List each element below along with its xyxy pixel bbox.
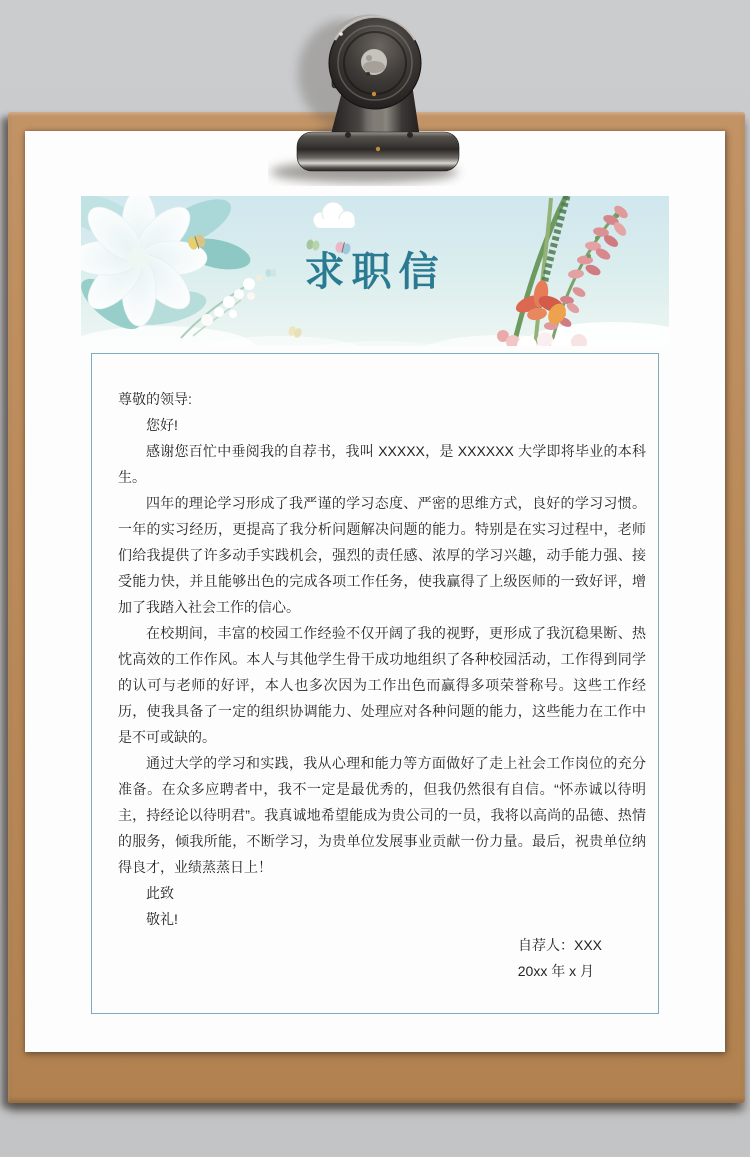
binder-clip (268, 14, 480, 186)
paragraph: 在校期间，丰富的校园工作经验不仅开阔了我的视野，更形成了我沉稳果断、热忱高效的工作作风。本人与其他学生骨干成功地组织了各种校园活动，工作得到同学的认可与老师的好评，本人也多次因为工作出色而赢得多项荣誉称号。这些工作经历，使我具备了一定的组织协调能力、处理应对各种问题的能力，这些能力在工作中是不可或缺的。 (118, 625, 646, 745)
salutation: 尊敬的领导: (118, 391, 192, 407)
closing-respectfully: 此致 (146, 885, 174, 901)
paragraph: 四年的理论学习形成了我严谨的学习态度、严密的思维方式，良好的学习习惯。一年的实习经历，更提高了我分析问题解决问题的能力。特别是在实习过程中，老师们给我提供了许多动手实践机会，强烈的责任感、浓厚的学习兴趣，动手能力强、接受能力快，并且能够出色的完成各项工作任务，使我赢得了上级医师的一致好评，增加了我踏入社会工作的信心。 (118, 495, 646, 615)
paragraph: 通过大学的学习和实践，我从心理和能力等方面做好了走上社会工作岗位的充分准备。在众多应聘者中，我不一定是最优秀的，但我仍然很有自信。“怀赤诚以待明主，持经论以待明君”。我真诚地希望能成为贵公司的一员，我将以高尚的品德、热情的服务，倾我所能，不断学习，为贵单位发展事业贡献一份力量。最后，祝贵单位纳得良才，业绩蒸蒸日上！ (118, 755, 646, 875)
greeting: 您好! (146, 417, 178, 433)
paragraph: 感谢您百忙中垂阅我的自荐书，我叫 XXXXX，是 XXXXXX 大学即将毕业的本科生。 (118, 443, 646, 485)
letter-title: 求职信 (304, 250, 446, 295)
letter-paper (25, 131, 725, 1052)
letter-body (91, 353, 659, 1014)
banner-image (81, 196, 669, 346)
signature-name: 自荐人：XXX (517, 937, 602, 953)
closing-salute: 敬礼! (146, 911, 178, 927)
signature-date: 20xx 年 x 月 (517, 963, 594, 979)
